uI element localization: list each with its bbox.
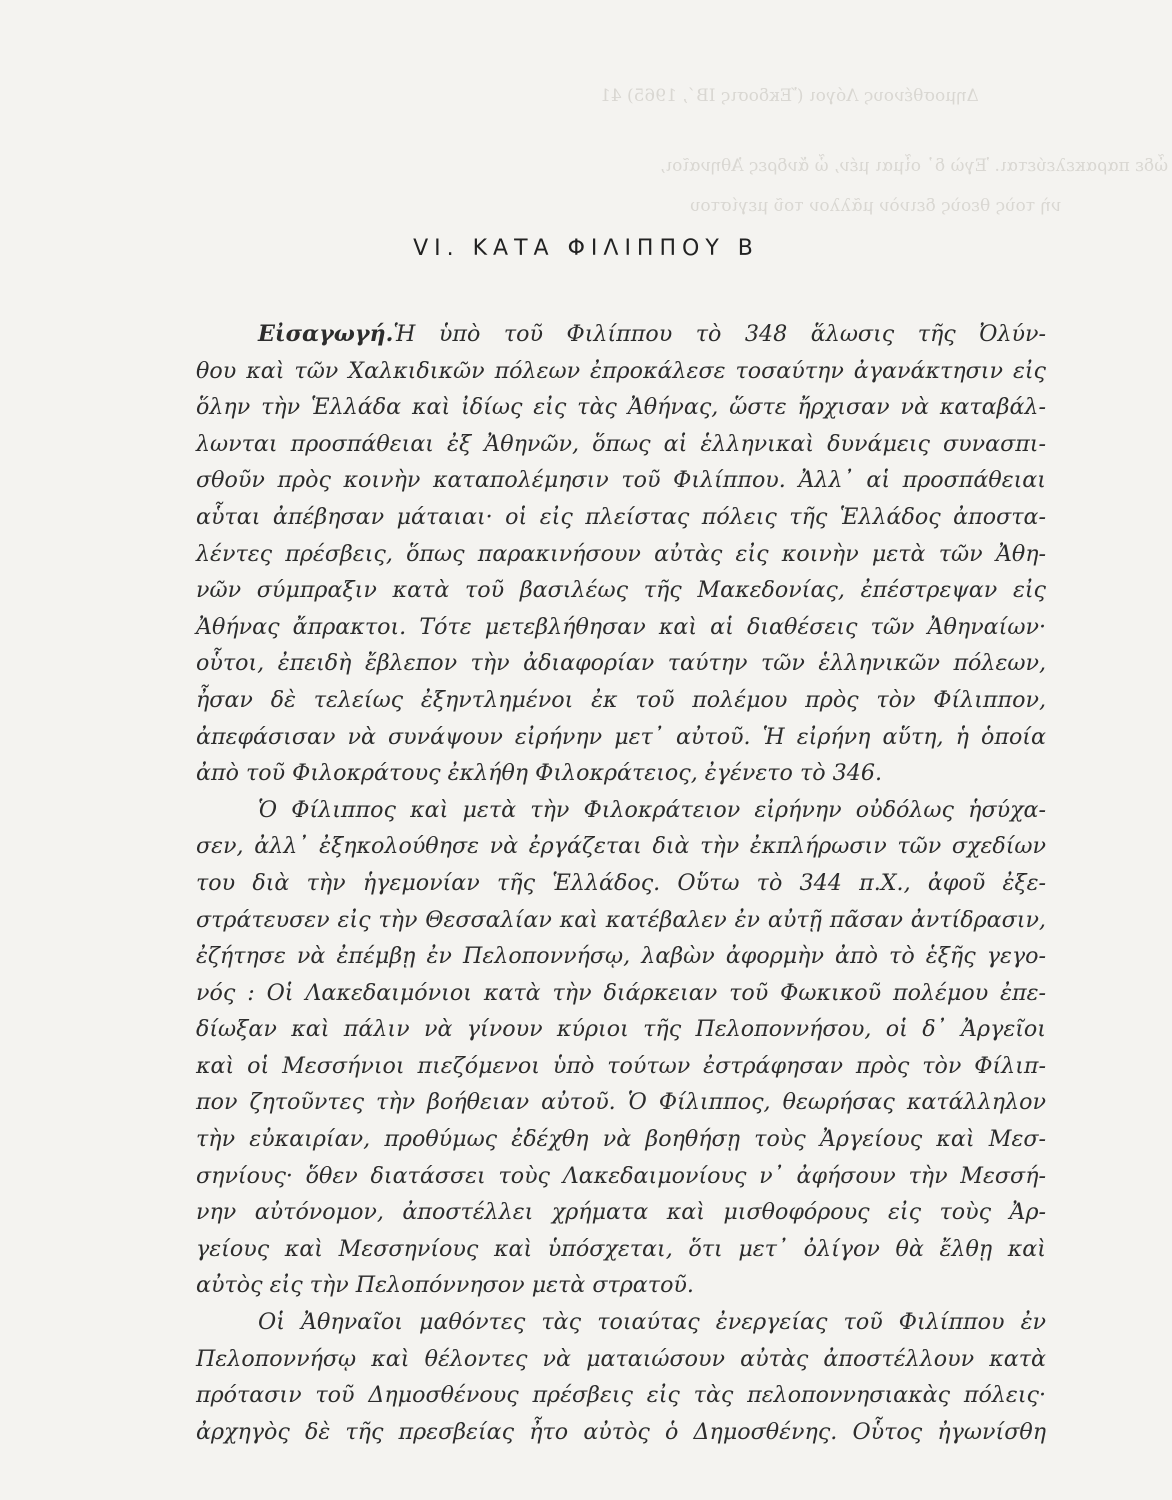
text-line: σθοῦν πρὸς κοινὴν καταπολέμησιν τοῦ Φιλίππου. Ἀλλ᾿ αἱ προσπάθειαι: [196, 467, 1046, 494]
text-line: γείους καὶ Μεσσηνίους καὶ ὑπόσχεται, ὅτι μετ᾿ ὀλίγον θὰ ἔλθῃ καὶ: [196, 1235, 1046, 1262]
text-line: καὶ οἱ Μεσσήνιοι πιεζόμενοι ὑπὸ τούτων ἐστράφησαν πρὸς τὸν Φίλιπ-: [196, 1052, 1046, 1079]
text-line: Ὁ Φίλιππος καὶ μετὰ τὴν Φιλοκράτειον εἰρήνην οὐδόλως ἡσύχα-: [258, 796, 1046, 823]
text-line: οὗτοι, ἐπειδὴ ἔβλεπον τὴν ἀδιαφορίαν ταύτην τῶν ἑλληνικῶν πόλεων,: [196, 650, 1046, 677]
text-line: τὴν εὐκαιρίαν, προθύμως ἐδέχθη νὰ βοηθήσῃ τοὺς Ἀργείους καὶ Μεσ-: [196, 1126, 1046, 1153]
show-through-text: ὧδε παρακελεύεται. Ἐγὼ δ᾿ οἶμαι μέν, ὦ ἄνδρες Ἀθηναῖοι,: [660, 156, 1169, 176]
text-line: δίωξαν καὶ πάλιν νὰ γίνουν κύριοι τῆς Πελοποννήσου, οἱ δ᾿ Ἀργεῖοι: [196, 1016, 1046, 1043]
text-line: ἀρχηγὸς δὲ τῆς πρεσβείας ἦτο αὐτὸς ὁ Δημοσθένης. Οὗτος ἠγωνίσθη: [196, 1418, 1046, 1445]
text-line: νῶν σύμπραξιν κατὰ τοῦ βασιλέως τῆς Μακεδονίας, ἐπέστρεψαν εἰς: [196, 577, 1046, 604]
text-line: Πελοποννήσῳ καὶ θέλοντες νὰ ματαιώσουν αὐτὰς ἀποστέλλουν κατὰ: [196, 1345, 1046, 1372]
text-line: αὗται ἀπέβησαν μάταιαι· οἱ εἰς πλείστας πόλεις τῆς Ἑλλάδος ἀποστα-: [196, 503, 1046, 530]
text-line: ἦσαν δὲ τελείως ἐξηντλημένοι ἐκ τοῦ πολέμου πρὸς τὸν Φίλιππον,: [196, 686, 1046, 713]
text-line: νην αὐτόνομον, ἀποστέλλει χρήματα καὶ μισθοφόρους εἰς τοὺς Ἀρ-: [196, 1199, 1046, 1226]
paragraph: [196, 316, 1046, 792]
chapter-body: [196, 316, 1046, 1450]
paragraph: [196, 792, 1046, 1304]
text-line: στράτευσεν εἰς τὴν Θεσσαλίαν καὶ κατέβαλεν ἐν αὐτῇ πᾶσαν ἀντίδρασιν,: [196, 906, 1046, 933]
text-line: νός : Οἱ Λακεδαιμόνιοι κατὰ τὴν διάρκειαν τοῦ Φωκικοῦ πολέμου ἐπε-: [196, 979, 1046, 1006]
show-through-text: νὴ τοὺς θεοὺς δεινὸν μᾶλλον τοῦ μεγίστου: [690, 196, 1062, 216]
show-through-text: Δημοσθένους Λόγοι (Ἔκδοσις ΙΒ΄, 1965) 41: [600, 86, 979, 106]
text-line: πον ζητοῦντες τὴν βοήθειαν αὐτοῦ. Ὁ Φίλιππος, θεωρήσας κατάλληλον: [196, 1089, 1046, 1116]
text-line: λέντες πρέσβεις, ὅπως παρακινήσουν αὐτὰς εἰς κοινὴν μετὰ τῶν Ἀθη-: [196, 540, 1046, 567]
text-line: ὅλην τὴν Ἑλλάδα καὶ ἰδίως εἰς τὰς Ἀθήνας, ὥστε ἤρχισαν νὰ καταβάλ-: [196, 394, 1046, 421]
text-line: Οἱ Ἀθηναῖοι μαθόντες τὰς τοιαύτας ἐνεργείας τοῦ Φιλίππου ἐν: [258, 1309, 1046, 1336]
text-line: αὐτὸς εἰς τὴν Πελοπόννησον μετὰ στρατοῦ.: [196, 1272, 694, 1299]
text-line: σεν, ἀλλ᾿ ἐξηκολούθησε νὰ ἐργάζεται διὰ τὴν ἐκπλήρωσιν τῶν σχεδίων: [196, 833, 1046, 860]
text-line: λωνται προσπάθειαι ἐξ Ἀθηνῶν, ὅπως αἱ ἑλληνικαὶ δυνάμεις συνασπι-: [196, 430, 1046, 457]
text-line: του διὰ τὴν ἡγεμονίαν τῆς Ἑλλάδος. Οὕτω τὸ 344 π.Χ., ἀφοῦ ἐξε-: [196, 869, 1046, 896]
chapter-heading: VI. ΚΑΤΑ ΦΙΛΙΠΠΟΥ Β: [413, 236, 759, 261]
text-line: Ἀθήνας ἄπρακτοι. Τότε μετεβλήθησαν καὶ αἱ διαθέσεις τῶν Ἀθηναίων·: [196, 613, 1046, 640]
text-line: ἐζήτησε νὰ ἐπέμβῃ ἐν Πελοποννήσῳ, λαβὼν ἀφορμὴν ἀπὸ τὸ ἑξῆς γεγο-: [196, 943, 1046, 970]
text-line: σηνίους· ὅθεν διατάσσει τοὺς Λακεδαιμονίους ν᾿ ἀφήσουν τὴν Μεσσή-: [196, 1162, 1046, 1189]
text-line: ἀπεφάσισαν νὰ συνάψουν εἰρήνην μετ᾿ αὐτοῦ. Ἡ εἰρήνη αὕτη, ἡ ὁποία: [196, 723, 1046, 750]
text-line: θου καὶ τῶν Χαλκιδικῶν πόλεων ἐπροκάλεσε τοσαύτην ἀγανάκτησιν εἰς: [196, 357, 1046, 384]
intro-label: Εἰσαγωγή.: [258, 321, 394, 347]
text-line: πρότασιν τοῦ Δημοσθένους πρέσβεις εἰς τὰς πελοποννησιακὰς πόλεις·: [196, 1382, 1046, 1409]
paragraph: [196, 1304, 1046, 1450]
text-line: Εἰσαγωγή.Ἡ ὑπὸ τοῦ Φιλίππου τὸ 348 ἅλωσις τῆς Ὀλύν-: [258, 321, 1046, 347]
text-line: ἀπὸ τοῦ Φιλοκράτους ἐκλήθη Φιλοκράτειος, ἐγένετο τὸ 346.: [196, 760, 883, 787]
